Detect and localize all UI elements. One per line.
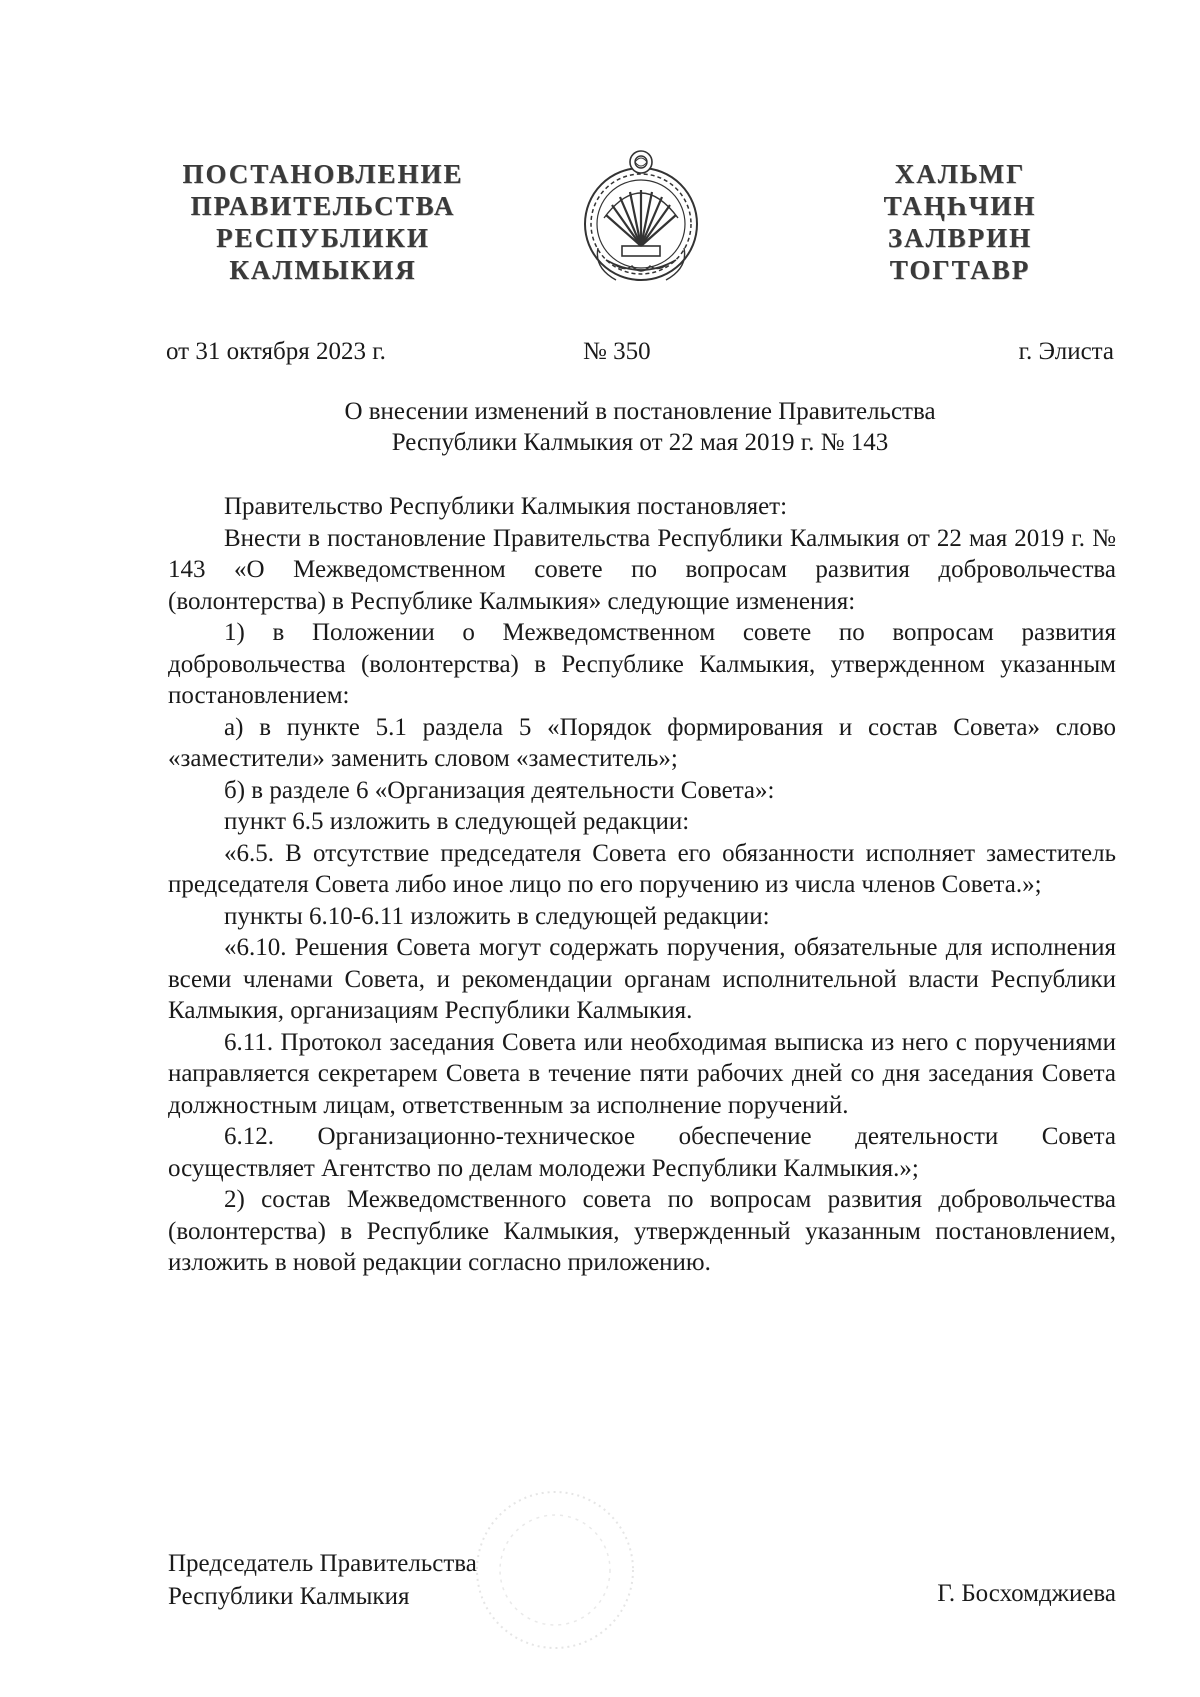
kalmykia-coat-of-arms-icon	[576, 148, 706, 290]
title-line: Республики Калмыкия от 22 мая 2019 г. № 143	[391, 429, 889, 456]
header-title-russian	[168, 158, 478, 286]
signatory-name: Г. Босхомджиева	[937, 1580, 1116, 1607]
body-paragraph: Внести в постановление Правительства Республики Калмыкия от 22 мая 2019 г. № 143 «О Межведомственном совете по вопросам развития добровольчества (волонтерства) в Республике Калмыкия» следующие изменения:	[168, 524, 1116, 615]
body-paragraph: 2) состав Межведомственного совета по вопросам развития добровольчества (волонтерства) в Республике Калмыкия, утвержденный указанным постановлением, изложить в новой редакции согласно приложению.	[168, 1186, 1116, 1276]
header-line: ХАЛЬМГ	[894, 159, 1026, 189]
header-line: ПРАВИТЕЛЬСТВА	[190, 191, 456, 221]
header-line: КАЛМЫКИЯ	[229, 255, 417, 285]
header-line: ЗАЛВРИН	[887, 223, 1033, 253]
body-paragraph: «6.5. В отсутствие председателя Совета его обязанности исполняет заместитель председателя Совета либо иное лицо по его поручению из числа членов Совета.»;	[168, 839, 1116, 898]
header-line: ТОГТАВР	[889, 255, 1031, 285]
body-paragraph: 6.11. Протокол заседания Совета или необходимая выписка из него с поручениями направляется секретарем Совета в течение пяти рабочих дней со дня заседания Совета должностным лицам, ответственным за исполнение поручений.	[168, 1028, 1116, 1119]
header-line: ПОСТАНОВЛЕНИЕ	[182, 159, 464, 189]
body-paragraph: 1) в Положении о Межведомственном совете по вопросам развития добровольчества (волонтерства) в Республике Калмыкия, утвержденном указанным постановлением:	[168, 619, 1116, 709]
signatory-position-line: Председатель Правительства	[168, 1550, 477, 1577]
header-title-kalmyk	[860, 158, 1060, 286]
header-line: РЕСПУБЛИКИ	[216, 223, 430, 253]
body-paragraph: б) в разделе 6 «Организация деятельности Совета»:	[224, 776, 775, 804]
body-paragraph: пункт 6.5 изложить в следующей редакции:	[224, 808, 690, 835]
body-paragraph: пункты 6.10-6.11 изложить в следующей редакции:	[224, 902, 770, 930]
body-paragraph: Правительство Республики Калмыкия постановляет:	[224, 493, 788, 520]
stamp-icon	[470, 1470, 640, 1670]
title-line: О внесении изменений в постановление Правительства	[344, 398, 936, 425]
body-paragraph: 6.12. Организационно-техническое обеспечение деятельности Совета осуществляет Агентство по делам молодежи Республики Калмыкия.»;	[168, 1123, 1116, 1182]
document-body	[168, 491, 1116, 1279]
body-paragraph: а) в пункте 5.1 раздела 5 «Порядок формирования и состав Совета» слово «заместители» заменить словом «заместитель»;	[168, 713, 1116, 772]
document-city: г. Элиста	[1018, 338, 1114, 365]
signatory-position-line: Республики Калмыкия	[168, 1583, 410, 1610]
header-line: ТАҢҺЧИН	[883, 191, 1037, 221]
signatory-position	[168, 1547, 477, 1613]
document-number: № 350	[583, 338, 651, 365]
document-title	[200, 396, 1080, 458]
body-paragraph: «6.10. Решения Совета могут содержать поручения, обязательные для исполнения всеми членами Совета, и рекомендации органам исполнительной власти Республики Калмыкия, организациям Республики Калмыкия.	[168, 934, 1116, 1024]
document-date: от 31 октября 2023 г.	[166, 338, 386, 365]
